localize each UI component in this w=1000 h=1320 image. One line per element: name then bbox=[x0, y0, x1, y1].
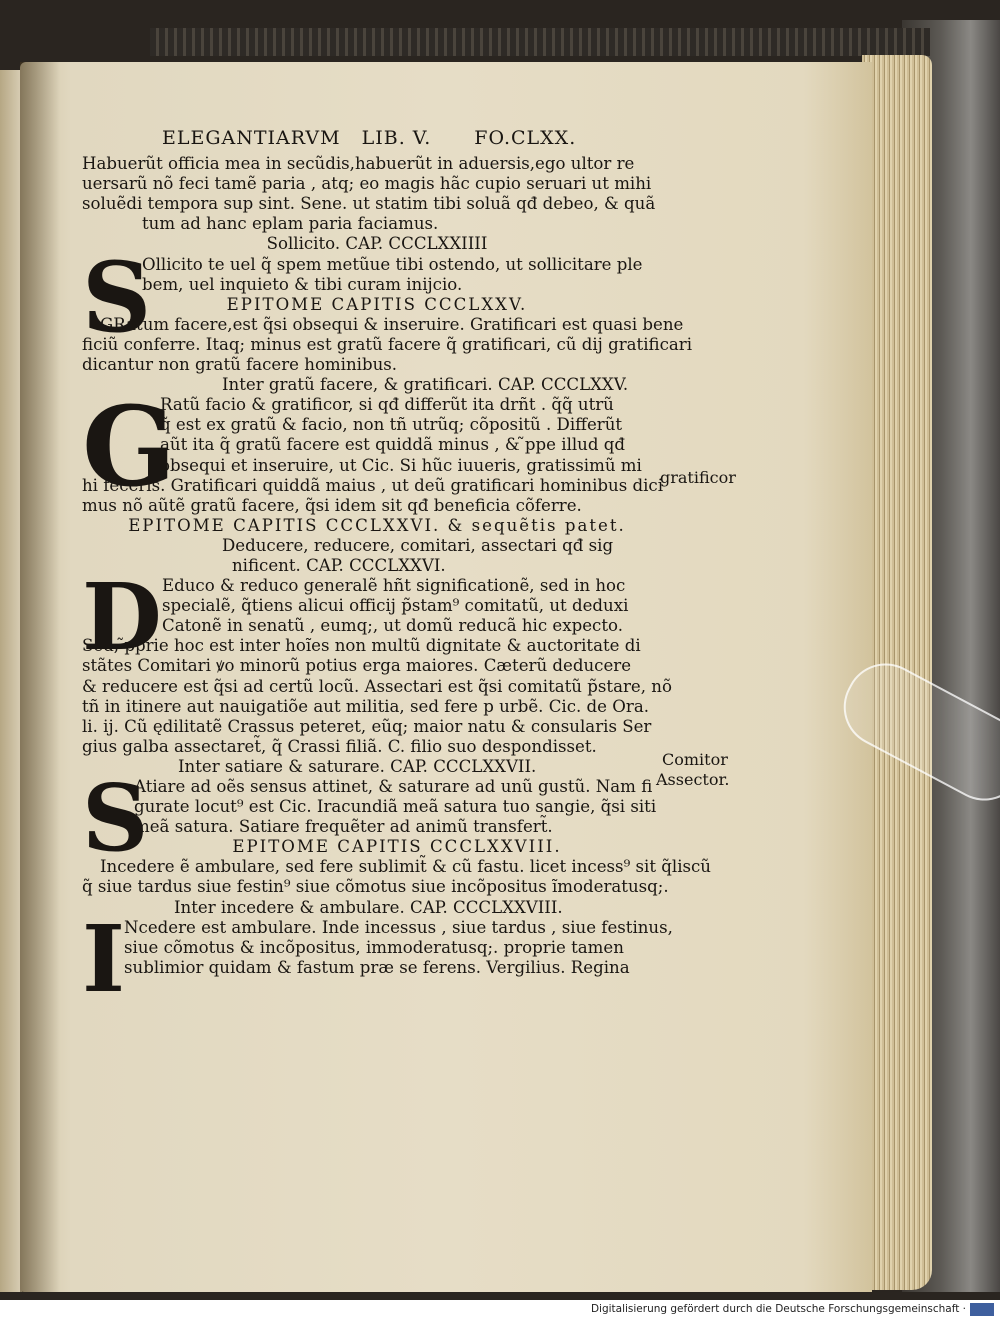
header-folio: FO.CLXX. bbox=[474, 127, 577, 149]
text-line: Incedere ẽ ambulare, sed fere sublimit̃ & cũ fastu. licet incess⁹ sit q̃liscũ bbox=[100, 857, 711, 877]
text-line: GRatum facere,est q̃si obsequi & inseruire. Gratificari est quasi bene bbox=[100, 314, 684, 334]
text-line: bem, uel inquieto & tibi curam inijcio. bbox=[142, 274, 463, 294]
text-line: hi feceris. Gratificari quiddã maius , ut deũ gratificari hominibus dici bbox=[82, 475, 664, 495]
text-line: ficiũ conferre. Itaq; minus est gratũ facere q̃ gratificari, cũ dij gratificari bbox=[82, 334, 693, 354]
chapter-heading: Inter incedere & ambulare. CAP. CCCLXXVIII. bbox=[174, 897, 563, 917]
text-line: gurate locut⁹ est Cic. Iracundiã meã satura tuo sangie, q̃si siti bbox=[134, 797, 657, 817]
chapter-heading: Inter gratũ facere, & gratificari. CAP. CCCLXXV. bbox=[222, 375, 629, 395]
text-line: q̃ siue tardus siue festin⁹ siue cõmotus siue incõpositus ĩmoderatusq;. bbox=[82, 877, 669, 897]
text-line: Ncedere est ambulare. Inde incessus , siue tardus , siue festinus, bbox=[124, 917, 673, 937]
footer-credit: Digitalisierung gefördert durch die Deutsche Forschungsgemeinschaft · bbox=[590, 1303, 966, 1315]
text-line: stãtes Comitari ꝟo minorũ potius erga maiores. Cæterũ deducere bbox=[82, 656, 632, 676]
text-line: dicantur non gratũ facere hominibus. bbox=[82, 355, 398, 375]
book-headband bbox=[150, 28, 930, 56]
text-line: Ollicito te uel q̃ spem metũue tibi ostendo, ut sollicitare ple bbox=[142, 254, 643, 274]
text-line: Catonẽ in senatũ , eumq;, ut domũ reducã hic expecto. bbox=[162, 616, 623, 636]
text-line: li. ij. Cũ ędilitatẽ Crassus peteret, eũq; maior natu & consularis Ser bbox=[82, 716, 652, 736]
drop-cap: I bbox=[82, 904, 126, 1013]
text-line: Habuerũt officia mea in secũdis,habuerũt in aduersis,ego ultor re bbox=[82, 154, 635, 174]
text-line: specialẽ, q̃tiens alicui officij p̃stam⁹ comitatũ, ut deduxi bbox=[162, 596, 629, 616]
header-book: LIB. V. bbox=[361, 127, 432, 149]
text-line: obsequi et inseruire, ut Cic. Si hũc iuueris, gratissimũ mi bbox=[160, 455, 642, 475]
text-line: tñ in itinere aut nauigatiõe aut militia, sed fere p urbẽ. Cic. de Ora. bbox=[82, 696, 649, 716]
text-line: siue cõmotus & incõpositus, immoderatusq;. proprie tamen bbox=[124, 937, 624, 957]
footer-bar bbox=[0, 1300, 1000, 1320]
drop-cap: G bbox=[82, 382, 176, 512]
chapter-heading: nificent. CAP. CCCLXXVI. bbox=[232, 555, 446, 575]
running-header bbox=[162, 128, 672, 148]
text-line: mus nõ aũtẽ gratũ facere, q̃si idem sit qđ beneficia cõferre. bbox=[82, 495, 582, 515]
text-line: gius galba assectaret̃, q̃ Crassi filiã. C. filio suo despondisset. bbox=[82, 736, 597, 756]
text-line: Ratũ facio & gratificor, si qđ differũt ita drñt . q̃q̃ utrũ bbox=[160, 395, 614, 415]
text-line: q̃ est ex gratũ & facio, non tñ utrũq; cõpositũ . Differũt bbox=[160, 415, 623, 435]
margin-note-gratificor: gratificor bbox=[660, 468, 736, 487]
text-line: Sed, ̃pprie hoc est inter hoĩes non multũ dignitate & auctoritate di bbox=[82, 636, 641, 656]
text-line: aũt ita q̃ gratũ facere est quiddã minus , & ̃ppe illud qđ bbox=[160, 435, 626, 455]
drop-cap: D bbox=[82, 563, 162, 672]
text-line: Atiare ad oẽs sensus attinet, & saturare ad unũ gustũ. Nam fi bbox=[134, 777, 653, 796]
header-title: ELEGANTIARVM bbox=[162, 127, 341, 149]
chapter-heading: Sollicito. CAP. CCCLXXIIII bbox=[266, 234, 488, 254]
text-line: uersarũ nõ feci tamẽ paria , atq; eo magis hãc cupio seruari ut mihi bbox=[82, 174, 652, 194]
epitome-heading: EPITOME CAPITIS CCCLXXVI. & sequẽtis patet. bbox=[128, 515, 626, 535]
margin-note-assector: Assector. bbox=[656, 770, 730, 789]
left-page-sliver bbox=[0, 70, 22, 1292]
chapter-heading: Inter satiare & saturare. CAP. CCCLXXVII. bbox=[178, 756, 537, 776]
text-line: meã satura. Satiare frequẽter ad animũ transfert̃. bbox=[134, 817, 553, 837]
epitome-heading: EPITOME CAPITIS CCCLXXVIII. bbox=[232, 837, 562, 857]
drop-cap: S bbox=[82, 764, 149, 872]
text-line: Educo & reduco generalẽ hñt significationẽ, sed in hoc bbox=[162, 576, 626, 596]
text-line: & reducere est q̃si ad certũ locũ. Assectari est q̃si comitatũ p̃stare, nõ bbox=[82, 676, 672, 696]
text-line: soluẽdi tempora sup sint. Sene. ut statim tibi soluã qđ debeo, & quã bbox=[82, 194, 656, 214]
dfg-logo-icon bbox=[970, 1303, 994, 1316]
text-line: tum ad hanc eplam paria faciamus. bbox=[142, 214, 439, 234]
page-gutter-shadow bbox=[20, 62, 60, 1292]
epitome-heading: EPITOME CAPITIS CCCLXXV. bbox=[226, 294, 528, 314]
chapter-heading: Deducere, reducere, comitari, assectari qđ sig bbox=[222, 535, 614, 555]
margin-note-comitor: Comitor bbox=[662, 750, 728, 769]
text-line: sublimior quidam & fastum præ se ferens. Vergilius. Regina bbox=[124, 957, 630, 977]
drop-cap: S bbox=[82, 240, 152, 354]
